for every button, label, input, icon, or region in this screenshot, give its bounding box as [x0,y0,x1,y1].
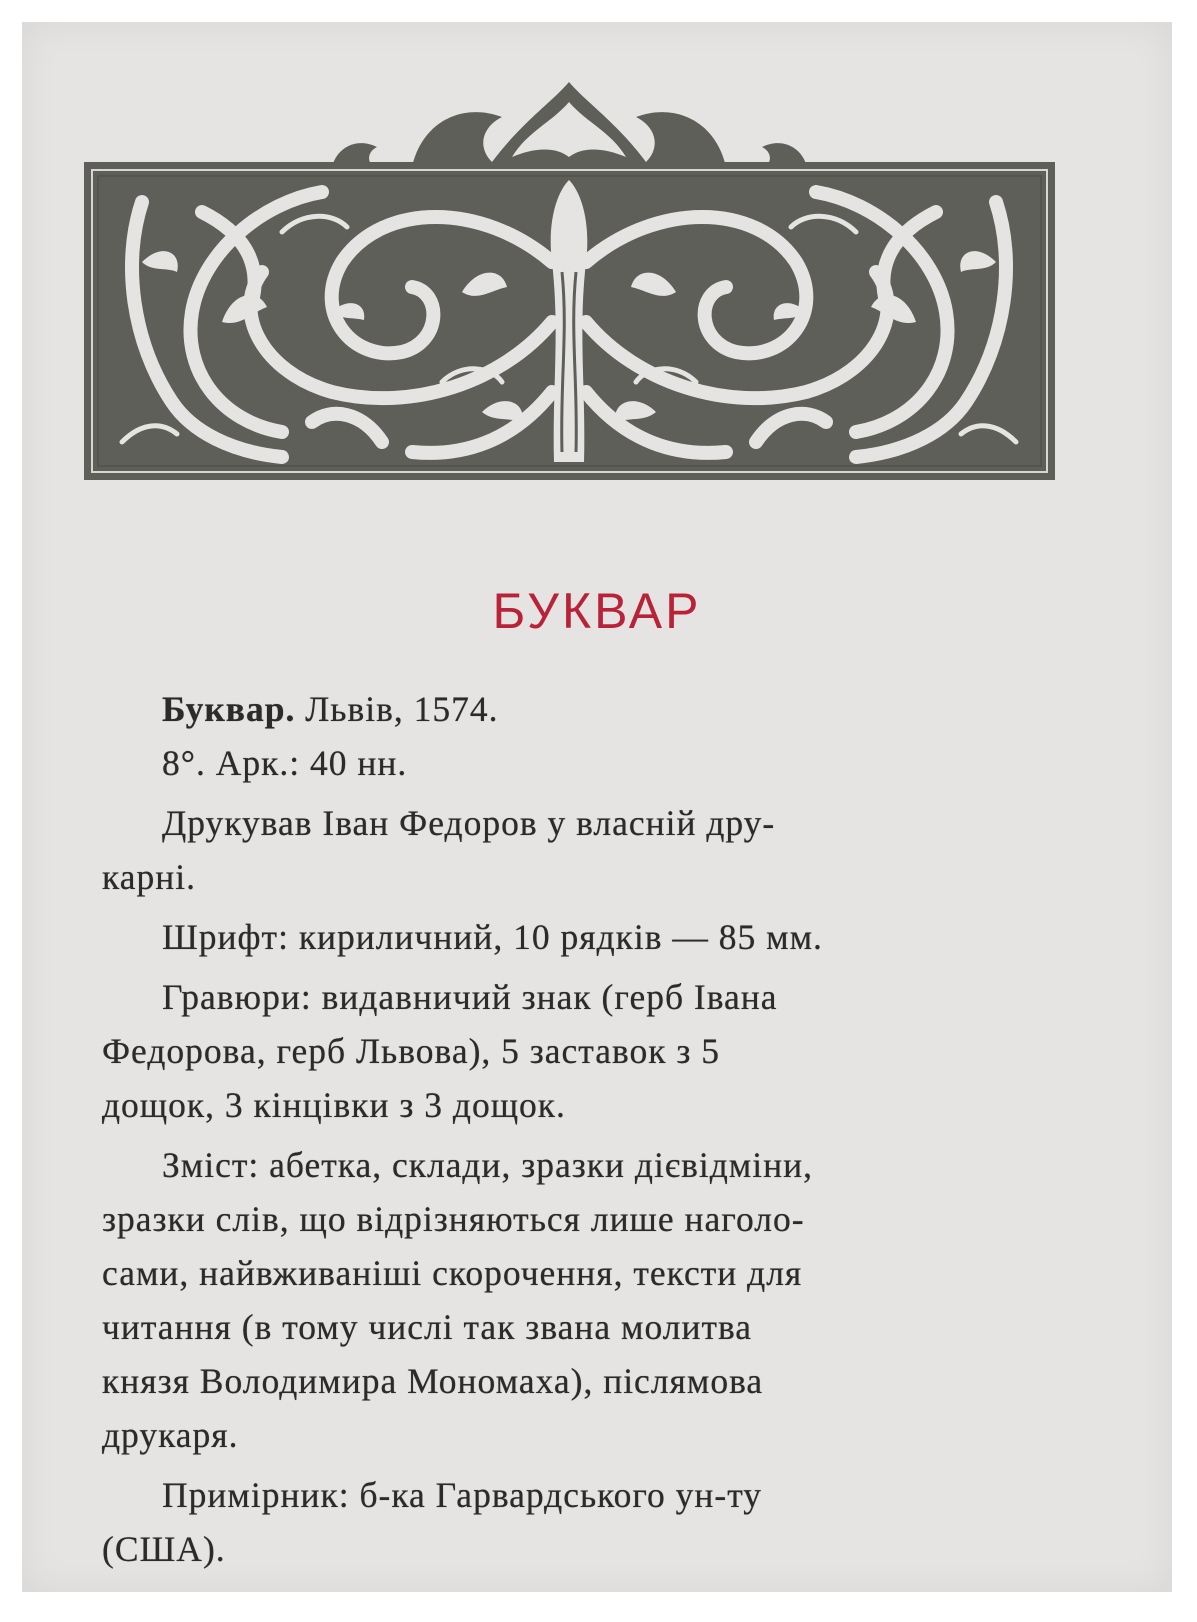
entry-printer: Друкував Іван Федоров у власній дру- [162,803,776,843]
entry-printer-cont: карні. [102,857,196,897]
entry-content-line6: друкаря. [102,1415,239,1455]
page-title: БУКВАР [492,583,702,639]
entry-content-line4: читання (в тому числі так звана молитва [102,1307,753,1347]
entry-name: Буквар. [162,689,296,729]
entry-format: 8°. Арк.: 40 нн. [162,743,408,783]
entry-place-year: Львів, 1574. [295,689,499,729]
entry-content-line5: князя Володимира Мономаха), післямова [102,1361,764,1401]
entry-engravings-line1: Гравюри: видавничий знак (герб Івана [162,977,778,1017]
entry-copy-line1: Примірник: б-ка Гарвардського ун-ту [162,1475,763,1515]
entry-content-line3: сами, найвживаніші скорочення, тексти для [102,1253,803,1293]
entry-font: Шрифт: кириличний, 10 рядків — 85 мм. [162,917,823,957]
entry-content-line2: зразки слів, що відрізняються лише наголо- [102,1199,805,1239]
bibliographic-entry [102,682,1062,1576]
entry-engravings-line3: дощок, 3 кінцівки з 3 дощок. [102,1085,566,1125]
book-page [22,22,1172,1592]
entry-copy-line2: (США). [102,1529,226,1569]
entry-content-line1: Зміст: абетка, склади, зразки дієвідміни, [162,1145,813,1185]
entry-heading [102,682,1062,736]
floral-headpiece-ornament-icon [82,62,1057,482]
entry-engravings-line2: Федорова, герб Львова), 5 заставок з 5 [102,1031,721,1071]
